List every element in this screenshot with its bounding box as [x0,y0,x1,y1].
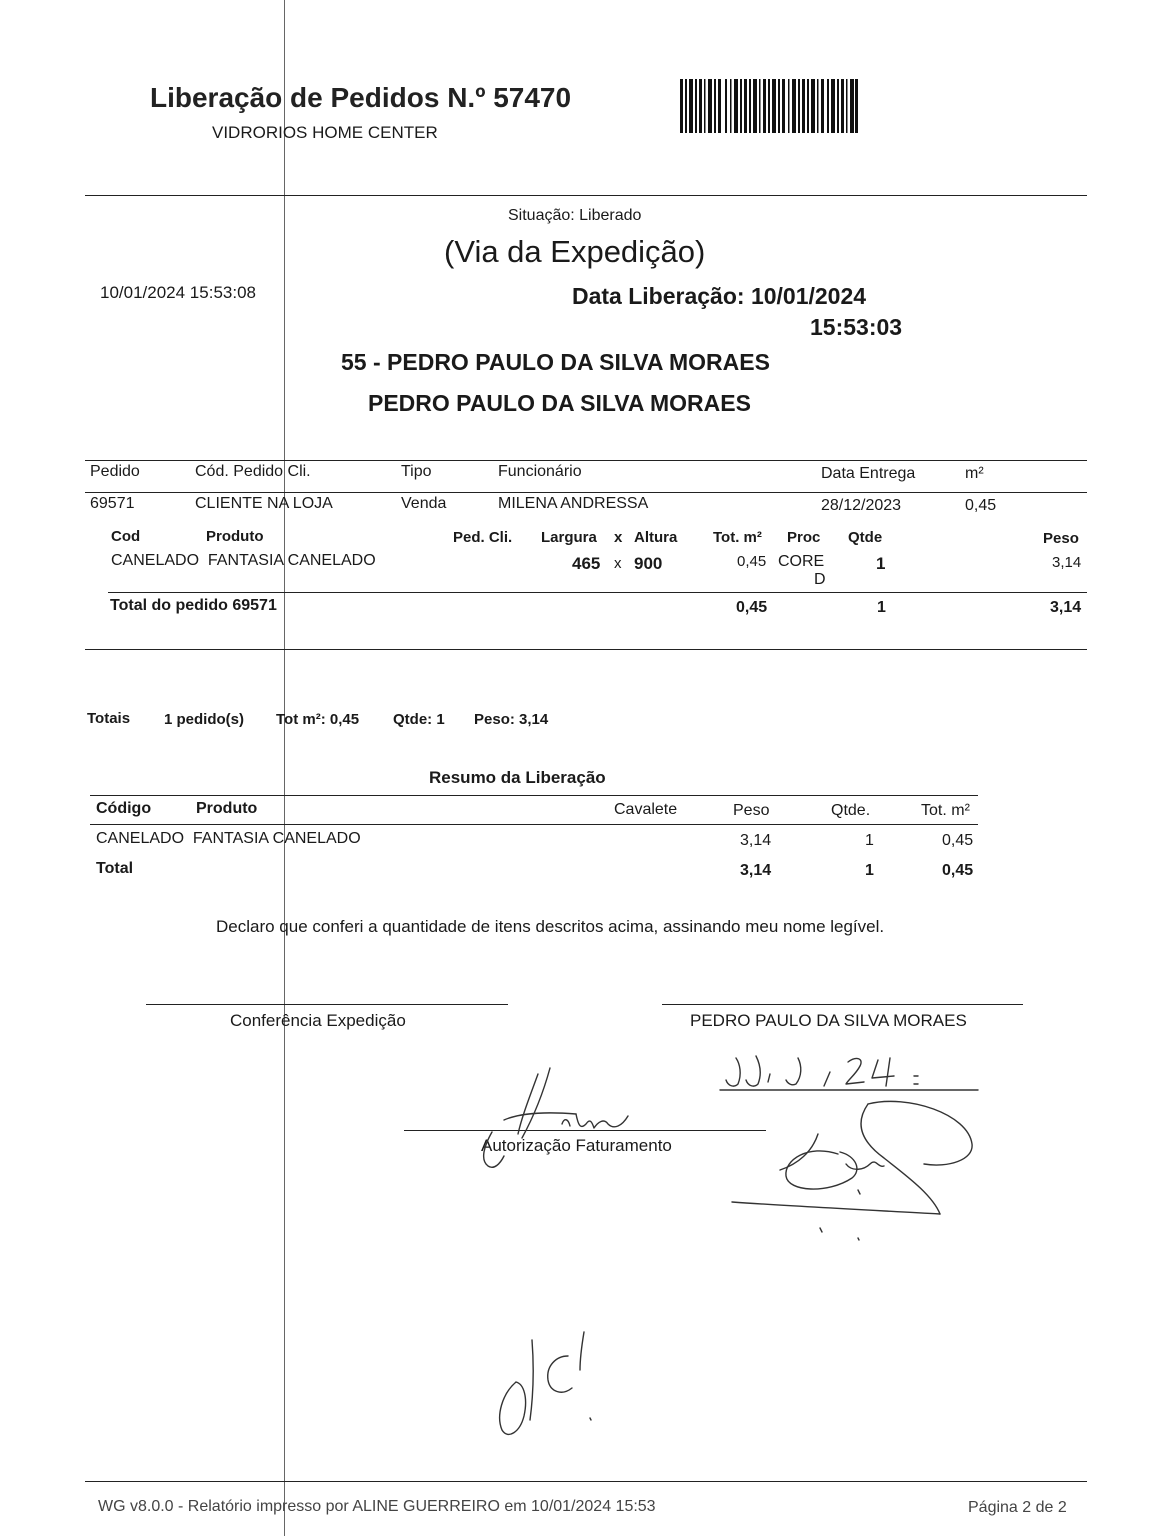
col-tipo: Tipo [401,463,432,480]
summary-tot-m2: 0,45 [942,832,974,849]
order-m2: 0,45 [965,497,997,514]
handwritten-date [718,1050,980,1096]
item-proc: CORE [778,553,825,570]
scan-line [284,0,285,1536]
item-qtde: 1 [876,554,886,573]
col-m2: m² [965,465,984,482]
col-funcionario: Funcionário [498,463,582,480]
client-name: PEDRO PAULO DA SILVA MORAES [368,390,751,416]
item-x: x [614,555,622,572]
barcode [680,79,858,133]
order-client-code: CLIENTE NA LOJA [195,495,333,512]
client-code-name: 55 - PEDRO PAULO DA SILVA MORAES [341,349,770,375]
footer-page-number: Página 2 de 2 [968,1499,1067,1516]
page-title: Liberação de Pedidos N.º 57470 [150,82,572,113]
signature-label-conferencia: Conferência Expedição [230,1011,406,1030]
item-col-x: x [614,529,623,546]
signature-label-cliente: PEDRO PAULO DA SILVA MORAES [690,1011,967,1030]
summary-col-cavalete: Cavalete [614,801,678,818]
status-text: Situação: Liberado [508,207,642,224]
order-total-m2: 0,45 [736,599,768,616]
totals-m2: Tot m²: 0,45 [276,711,360,728]
item-col-peso: Peso [1043,530,1079,547]
summary-total-m2: 0,45 [942,862,974,879]
summary-title: Resumo da Liberação [429,768,606,787]
totals-label: Totais [87,710,131,727]
printed-timestamp: 10/01/2024 15:53:08 [100,283,256,302]
signature-line [662,1004,1023,1005]
order-total-peso: 3,14 [1050,599,1082,616]
item-col-qtde: Qtde [848,529,883,546]
order-total-label: Total do pedido 69571 [110,597,277,614]
summary-qtde: 1 [865,832,874,849]
item-height: 900 [634,554,663,573]
divider [85,1481,1087,1482]
company-name: VIDRORIOS HOME CENTER [212,123,438,142]
divider [85,649,1087,650]
margin-note [490,1326,602,1446]
item-tot-m2: 0,45 [737,553,767,570]
order-delivery-date: 28/12/2023 [821,497,902,514]
client-signature [728,1094,1000,1244]
summary-col-produto: Produto [196,800,258,817]
item-col-altura: Altura [634,529,678,546]
summary-total-peso: 3,14 [740,862,772,879]
declaration-text: Declaro que conferi a quantidade de itens descritos acima, assinando meu nome legível. [216,917,885,936]
summary-total-label: Total [96,860,134,877]
divider [85,492,1087,493]
col-cod-pedido-cli: Cód. Pedido Cli. [195,463,311,480]
release-date: Data Liberação: 10/01/2024 [572,283,867,309]
summary-peso: 3,14 [740,832,772,849]
divider [85,195,1087,196]
signature-line [146,1004,508,1005]
item-col-cod: Cod [111,528,141,545]
totals-peso: Peso: 3,14 [474,711,549,728]
divider [85,460,1087,461]
order-employee: MILENA ANDRESSA [498,495,649,512]
authorization-signature [478,1066,648,1174]
item-col-produto: Produto [206,528,264,545]
col-pedido: Pedido [90,463,140,480]
item-peso: 3,14 [1052,554,1082,571]
totals-orders: 1 pedido(s) [164,711,245,728]
summary-col-codigo: Código [96,800,152,817]
item-proc-cont: D [814,571,826,588]
item-col-proc: Proc [787,529,821,546]
order-number: 69571 [90,495,135,512]
summary-total-qtde: 1 [865,862,874,879]
divider [90,824,978,825]
order-type: Venda [401,495,447,512]
summary-col-tot-m2: Tot. m² [921,802,970,819]
summary-col-peso: Peso [733,802,770,819]
item-col-largura: Largura [541,529,597,546]
divider [90,795,978,796]
totals-qtde: Qtde: 1 [393,711,445,728]
summary-product: CANELADO FANTASIA CANELADO [96,830,361,847]
signature-label-autorizacao: Autorização Faturamento [481,1136,672,1155]
summary-col-qtde: Qtde. [831,802,871,819]
via-label: (Via da Expedição) [444,234,706,269]
item-col-tot-m2: Tot. m² [713,529,762,546]
item-product: CANELADO FANTASIA CANELADO [111,552,376,569]
release-time: 15:53:03 [810,314,903,340]
item-col-ped-cli: Ped. Cli. [453,529,513,546]
order-total-qtde: 1 [877,599,886,616]
footer-report-info: WG v8.0.0 - Relatório impresso por ALINE GUERREIRO em 10/01/2024 15:53 [98,1498,656,1515]
divider [108,592,1087,593]
item-width: 465 [572,554,601,573]
col-data-entrega: Data Entrega [821,465,916,482]
